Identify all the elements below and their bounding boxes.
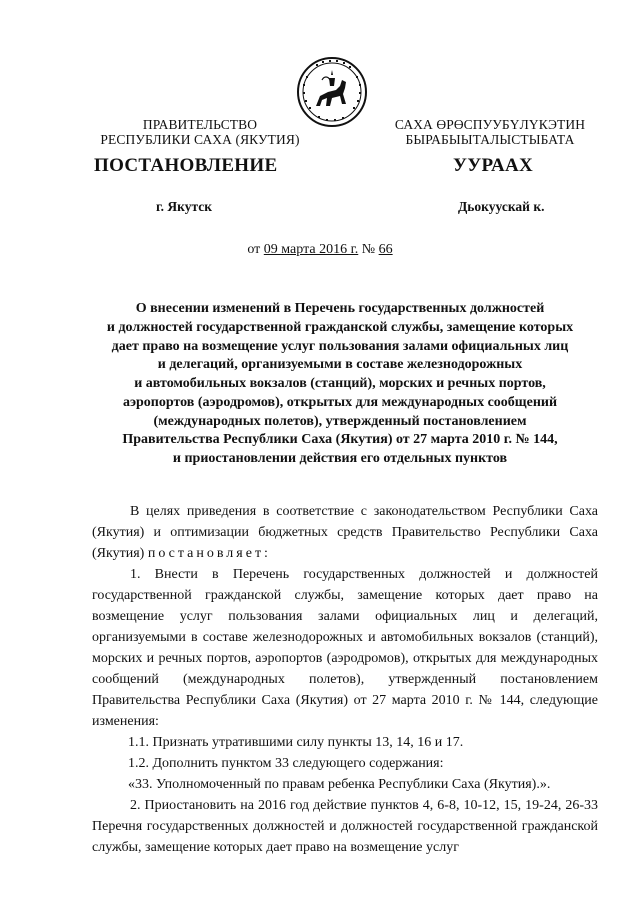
title-line: и автомобильных вокзалов (станций), морских и речных портов, bbox=[134, 376, 546, 391]
government-line-2-ru: РЕСПУБЛИКИ САХА (ЯКУТИЯ) bbox=[100, 132, 300, 147]
item-1-2-paragraph: 1.2. Дополнить пунктом 33 следующего содержания: bbox=[128, 756, 444, 771]
number-prefix: № bbox=[361, 242, 376, 257]
item-33-paragraph: «33. Уполномоченный по правам ребенка Республики Саха (Якутия).». bbox=[128, 777, 551, 792]
government-line-1-ru: ПРАВИТЕЛЬСТВО bbox=[142, 117, 258, 132]
item-2-paragraph: 2. Приостановить на 2016 год действие пунктов 4, 6-8, 10-12, 15, 19-24, 26-33 Перечня государственных должностей и должностей государственной гражданской службы, замещение которых дает право на возмещение услуг bbox=[92, 798, 598, 855]
intro-text: В целях приведения в соответствие с законодательством Республики Саха (Якутия) и оптимизации бюджетных средств Правительство Республики Саха (Якутия) bbox=[92, 504, 598, 561]
intro-paragraph bbox=[92, 501, 598, 564]
title-line: аэропортов (аэродромов), открытых для международных сообщений bbox=[122, 394, 558, 410]
title-line: О внесении изменений в Перечень государственных должностей bbox=[135, 301, 545, 316]
doc-type-ru: ПОСТАНОВЛЕНИЕ bbox=[94, 155, 278, 176]
decree-body bbox=[92, 501, 598, 858]
title-line: и приостановлении действия его отдельных пунктов bbox=[172, 451, 508, 466]
item-1-paragraph: 1. Внести в Перечень государственных должностей и должностей государственной гражданской службы, замещение которых дает право на возмещение услуг пользования залами официальных лиц и делегаций, организуемыми в составе железнодорожных и автомобильных вокзалов (станций), морских и речных портов, аэропортов (аэродромов), открытых для международных сообщений (международных полетов), утвержденный постановлением Правительства Республики Саха (Якутия) от 27 марта 2010 г. № 144, следующие изменения: bbox=[92, 567, 598, 729]
government-line-1-sakha: САХА ӨРӨСПУУБҮЛҮКЭТИН bbox=[394, 117, 586, 132]
title-line: (международных полетов), утвержденный постановлением bbox=[153, 413, 527, 429]
decree-word: постановляет: bbox=[147, 546, 271, 561]
city-sakha: Дьокуускай к. bbox=[458, 199, 545, 214]
title-line: Правительства Республики Саха (Якутия) от 27 марта 2010 г. № 144, bbox=[122, 432, 558, 448]
government-name-ru bbox=[100, 117, 300, 147]
decree-date: 09 марта 2016 г. bbox=[263, 242, 359, 257]
decree-title bbox=[80, 300, 600, 469]
city-ru: г. Якутск bbox=[156, 199, 213, 214]
government-name-sakha bbox=[380, 117, 600, 147]
decree-date-line bbox=[0, 242, 640, 258]
government-line-2-sakha: БЫРАБЫЫТАЛЫСТЫБАТА bbox=[405, 132, 575, 147]
coat-of-arms-emblem bbox=[296, 56, 368, 128]
doc-type-sakha: УУРААХ bbox=[453, 155, 534, 176]
title-line: и должностей государственной гражданской службы, замещение которых bbox=[106, 319, 574, 335]
title-line: дает право на возмещение услуг пользования залами официальных лиц bbox=[111, 338, 569, 354]
date-prefix: от bbox=[247, 242, 261, 257]
title-line: и делегаций, организуемыми в составе железнодорожных bbox=[157, 357, 523, 373]
decree-number: 66 bbox=[378, 242, 393, 257]
item-1-1-paragraph: 1.1. Признать утратившими силу пункты 13, 14, 16 и 17. bbox=[128, 735, 464, 750]
